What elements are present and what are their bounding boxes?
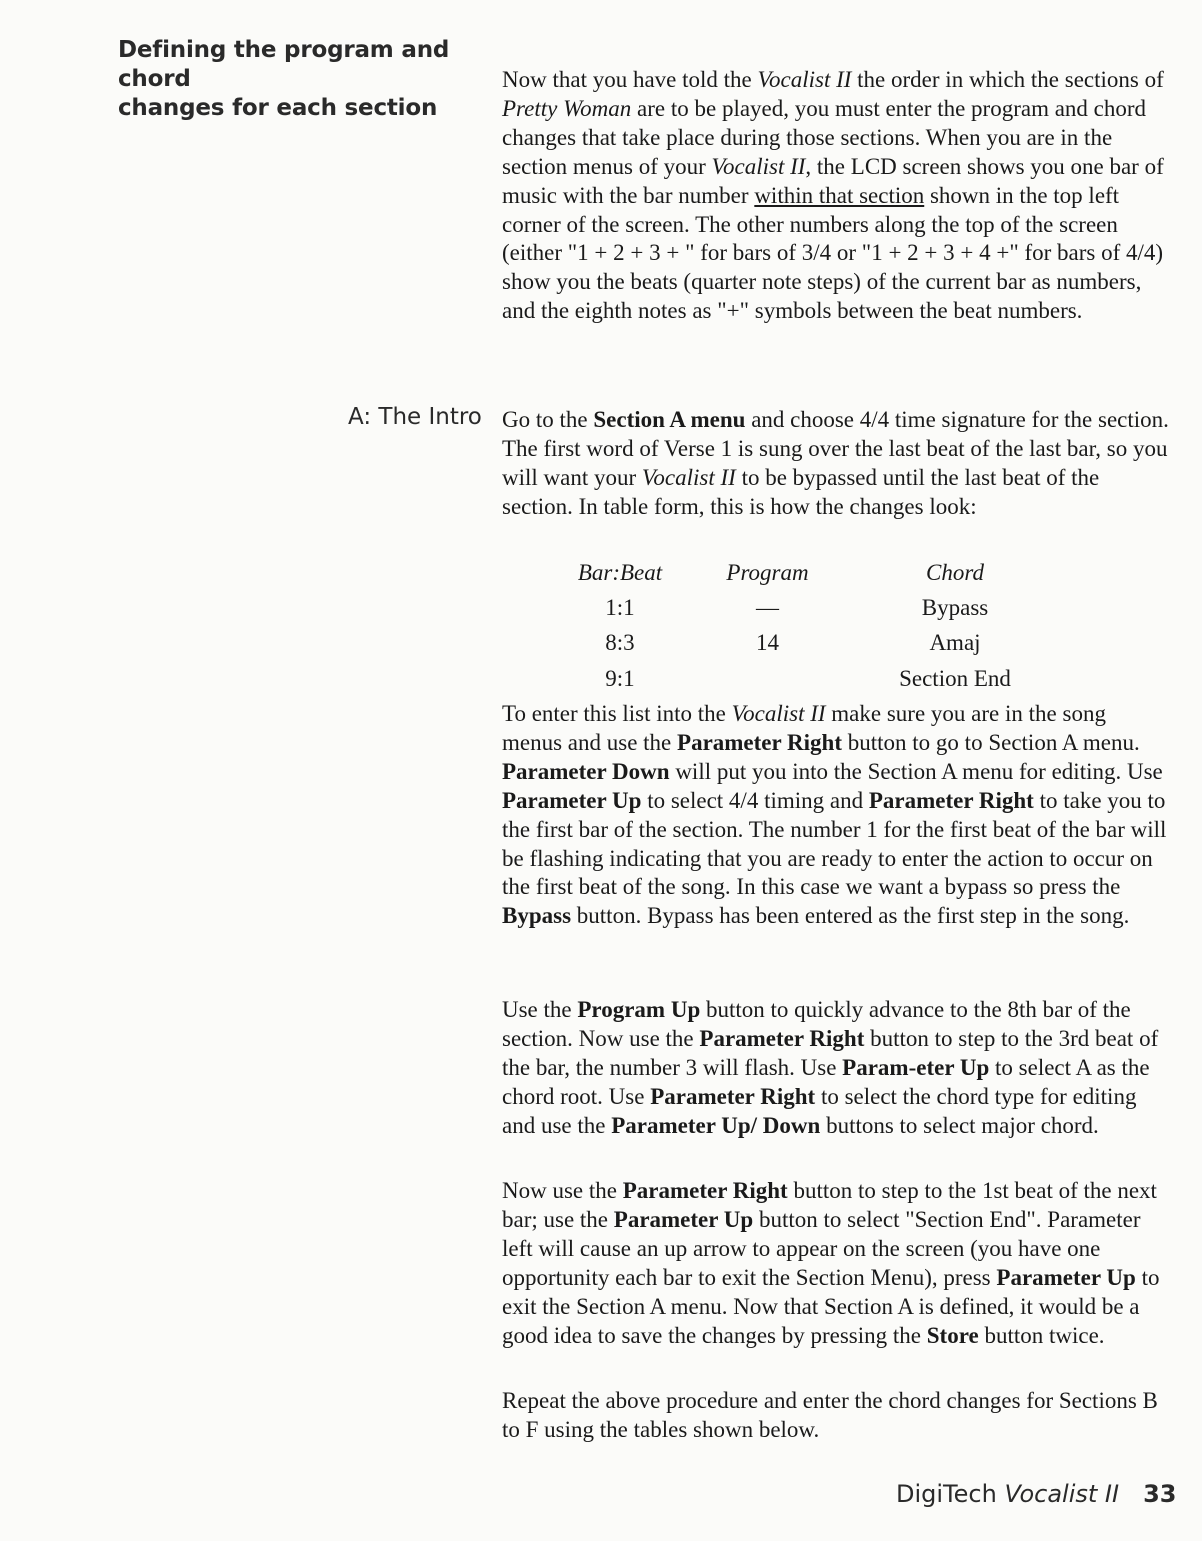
subsection-label: A: The Intro	[348, 404, 482, 430]
cell-program	[680, 661, 855, 697]
header-chord: Chord	[926, 560, 984, 585]
cell-chord: Bypass	[921, 594, 989, 620]
table-row	[560, 626, 1055, 662]
section-heading	[118, 36, 498, 123]
table-row	[560, 590, 1055, 626]
cell-chord: Amaj	[929, 630, 981, 656]
page-footer	[896, 1480, 1176, 1508]
heading-line-1: Defining the program and chord	[118, 37, 450, 92]
program-up-paragraph: Use the Program Up button to quickly advance to the 8th bar of the section. Now use the Parameter Right button to step to the 3rd beat of the bar, the number 3 will flash. Use Param-eter Up to select A as the chord root. Use Parameter Right to select the chord type for editing and use the Parameter Up/ Down buttons to select major chord.	[502, 997, 1159, 1138]
table-header-row	[560, 556, 1055, 590]
repeat-paragraph: Repeat the above procedure and enter the chord changes for Sections B to F using the tables shown below.	[502, 1388, 1158, 1442]
cell-program: 14	[756, 630, 779, 656]
section-a-paragraph: Go to the Section A menu and choose 4/4 time signature for the section. The first word of Verse 1 is sung over the last beat of the last bar, so you will want your Vocalist II to be bypassed until the last beat of the section. In table form, this is how the changes look:	[502, 407, 1169, 519]
footer-brand: DigiTech	[896, 1480, 1005, 1508]
header-program: Program	[726, 560, 809, 585]
heading-line-2: changes for each section	[118, 95, 438, 121]
table-row	[560, 661, 1055, 697]
header-bar-beat: Bar:Beat	[577, 560, 663, 585]
entry-instructions-paragraph: To enter this list into the Vocalist II make sure you are in the song menus and use the Parameter Right button to go to Section A menu. Parameter Down will put you into the Section A menu for editing. Use Parameter Up to select 4/4 timing and Parameter Right to take you to the first bar of the section. The number 1 for the first beat of the bar will be flashing indicating that you are ready to enter the action to occur on the first beat of the song. In this case we want a bypass so press the Bypass button. Bypass has been entered as the first step in the song.	[502, 701, 1167, 929]
intro-paragraph: Now that you have told the Vocalist II the order in which the sections of Pretty Woman are to be played, you must enter the program and chord changes that take place during those sections. When you are in the section menus of your Vocalist II, the LCD screen shows you one bar of music with the bar number within that section shown in the top left corner of the screen. The other numbers along the top of the screen (either "1 + 2 + 3 + " for bars of 3/4 or "1 + 2 + 3 + 4 +" for bars of 4/4) show you the beats (quarter note steps) of the current bar as numbers, and the eighth notes as "+" symbols between the beat numbers.	[502, 67, 1164, 324]
section-end-paragraph: Now use the Parameter Right button to step to the 1st beat of the next bar; use the Parameter Up button to select "Section End". Parameter left will cause an up arrow to appear on the screen (you have one opportunity each bar to exit the Section Menu), press Parameter Up to exit the Section A menu. Now that Section A is defined, it would be a good idea to save the changes by pressing the Store button twice.	[502, 1178, 1160, 1348]
cell-bar-beat: 1:1	[605, 594, 635, 620]
footer-product: Vocalist II	[1004, 1480, 1120, 1508]
cell-chord: Section End	[899, 665, 1011, 691]
chord-change-table	[560, 556, 1055, 697]
cell-program: —	[756, 594, 779, 620]
cell-bar-beat: 9:1	[605, 665, 635, 691]
cell-bar-beat: 8:3	[605, 630, 635, 656]
page-number: 33	[1143, 1480, 1177, 1508]
